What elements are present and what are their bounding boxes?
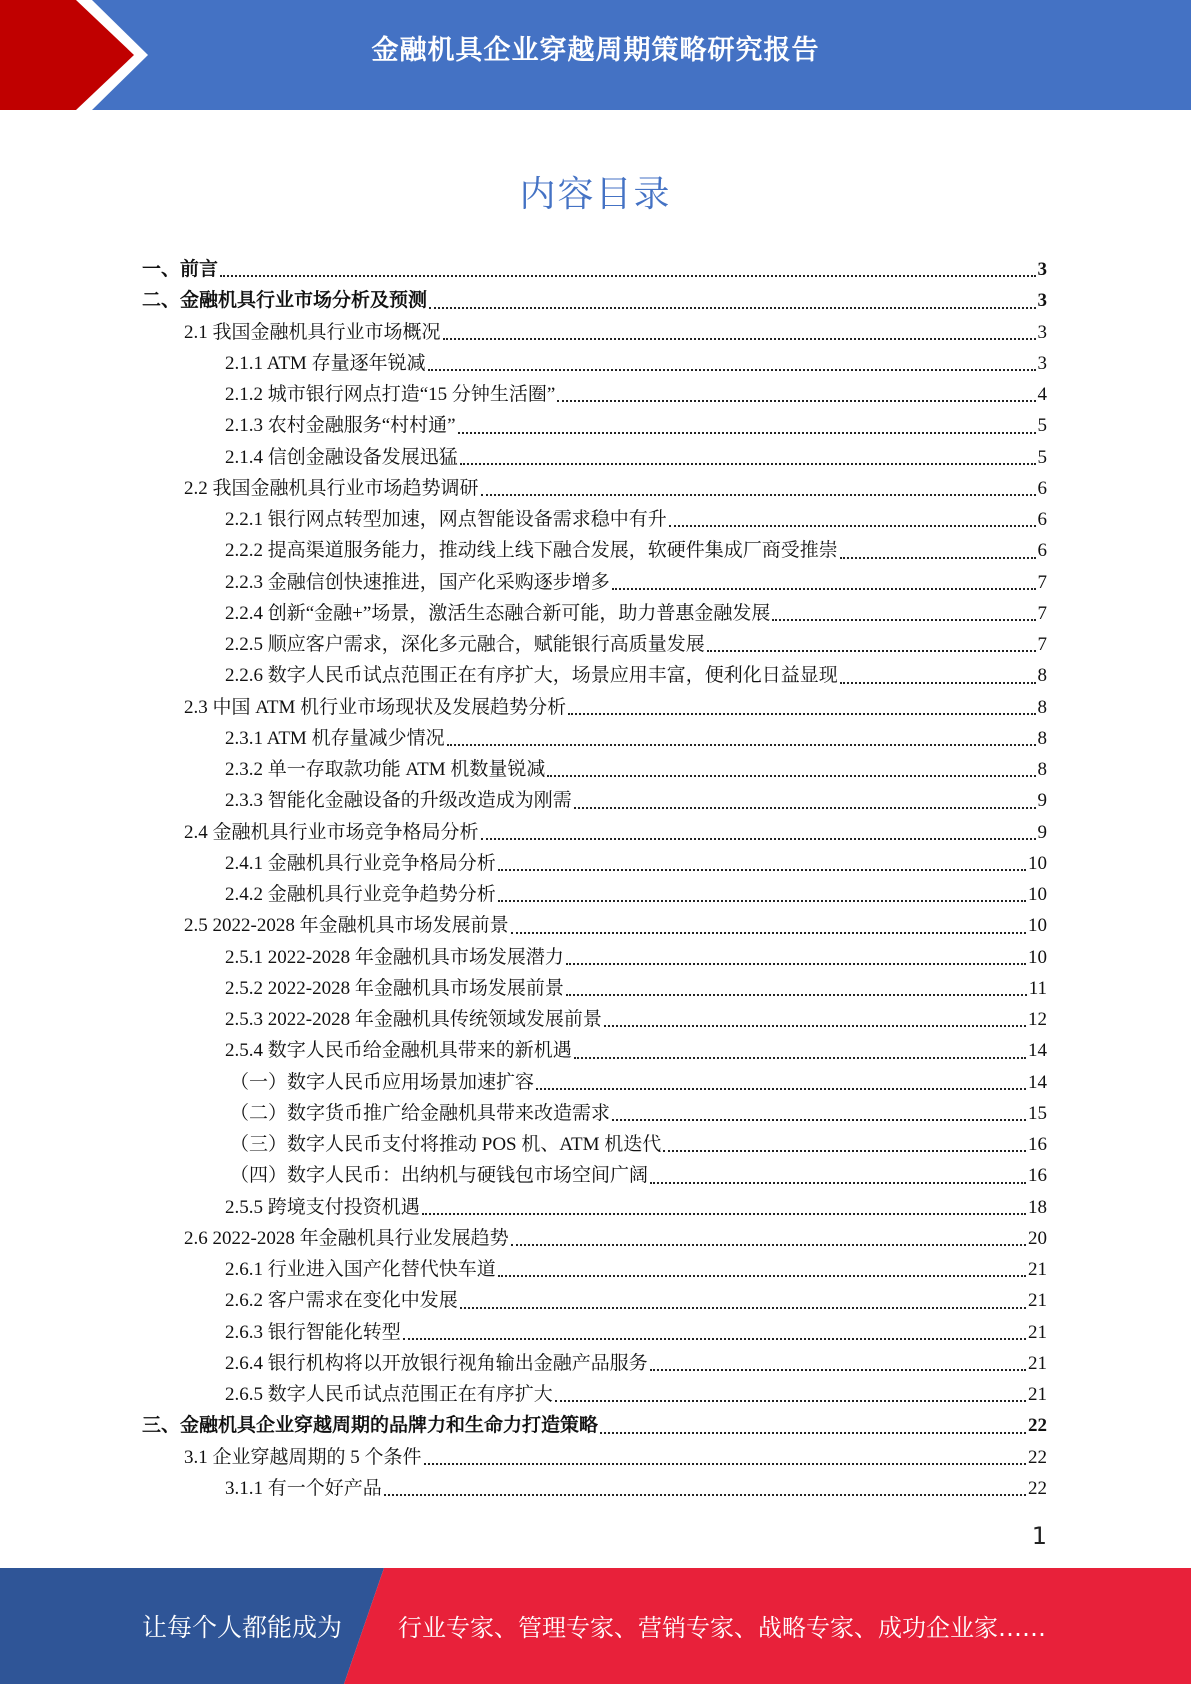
toc-dot-leader: [650, 1182, 1026, 1184]
toc-heading: 内容目录: [519, 174, 672, 215]
toc-entry-page: 20: [1028, 1227, 1047, 1249]
toc-dot-leader: [840, 682, 1036, 684]
toc-entry-page: 18: [1028, 1196, 1047, 1218]
toc-entry[interactable]: [142, 1223, 1047, 1254]
toc-dot-leader: [384, 1494, 1026, 1496]
toc-entry-title: 2.6.5 数字人民币试点范围正在有序扩大: [225, 1384, 553, 1405]
toc-dot-leader: [650, 1369, 1026, 1371]
toc-entry[interactable]: [142, 723, 1047, 754]
toc-entry-title: 2.3.1 ATM 机存量减少情况: [225, 727, 445, 749]
toc-entry-title: 2.1.3 农村金融服务“村村通”: [225, 415, 456, 437]
page-number: 1: [1031, 1522, 1047, 1550]
toc-entry[interactable]: [142, 254, 1047, 285]
toc-entry-title: 2.5 2022-2028 年金融机具市场发展前景: [184, 915, 509, 937]
toc-entry-page: 22: [1028, 1446, 1047, 1468]
toc-dot-leader: [511, 932, 1026, 934]
toc-entry-page: 6: [1037, 540, 1047, 562]
toc-entry[interactable]: [142, 1285, 1047, 1316]
toc-entry-page: 16: [1028, 1165, 1047, 1187]
toc-entry[interactable]: [142, 1004, 1047, 1035]
toc-dot-leader: [574, 807, 1036, 809]
toc-entry[interactable]: [142, 879, 1047, 910]
toc-entry-title: 2.6.3 银行智能化转型: [225, 1321, 401, 1343]
toc-dot-leader: [460, 1307, 1026, 1309]
toc-dot-leader: [557, 400, 1035, 402]
toc-dot-leader: [566, 994, 1027, 996]
toc-dot-leader: [424, 1463, 1026, 1465]
toc-entry-page: 8: [1037, 759, 1047, 780]
toc-entry-page: 7: [1037, 634, 1047, 655]
toc-dot-leader: [498, 869, 1026, 871]
toc-entry[interactable]: [142, 1442, 1047, 1473]
footer-slogan-right: 行业专家、管理专家、营销专家、战略专家、成功企业家……: [398, 1614, 1046, 1642]
toc-entry-title: 2.3.2 单一存取款功能 ATM 机数量锐减: [225, 759, 546, 780]
toc-entry-page: 14: [1028, 1040, 1047, 1062]
toc-dot-leader: [481, 838, 1036, 840]
toc-entry[interactable]: [142, 692, 1047, 723]
toc-dot-leader: [663, 1150, 1026, 1152]
toc-entry-page: 14: [1028, 1071, 1047, 1093]
toc-entry-page: 10: [1028, 884, 1047, 905]
toc-entry-page: 6: [1037, 477, 1047, 499]
toc-entry[interactable]: [142, 1192, 1047, 1223]
toc-dot-leader: [422, 1213, 1026, 1215]
toc-entry-title: 3.1.1 有一个好产品: [225, 1477, 382, 1499]
toc-entry[interactable]: [142, 473, 1047, 504]
toc-entry-title: 2.2 我国金融机具行业市场趋势调研: [184, 477, 479, 499]
toc-entry-page: 10: [1028, 852, 1047, 874]
toc-entry[interactable]: [142, 1410, 1047, 1441]
toc-entry-title: 2.3 中国 ATM 机行业市场现状及发展趋势分析: [184, 696, 567, 718]
toc-entry-title: 3.1 企业穿越周期的 5 个条件: [184, 1446, 422, 1468]
toc-entry-title: 2.2.1 银行网点转型加速，网点智能设备需求稳中有升: [225, 509, 667, 530]
toc-entry-title: （四）数字人民币：出纳机与硬钱包市场空间广阔: [230, 1165, 649, 1187]
toc-dot-leader: [498, 900, 1026, 902]
toc-dot-leader: [428, 369, 1036, 371]
toc-entry-page: 8: [1037, 665, 1047, 687]
toc-entry-title: 三、金融机具企业穿越周期的品牌力和生命力打造策略: [142, 1415, 599, 1437]
toc-entry[interactable]: [142, 598, 1047, 629]
toc-entry[interactable]: [142, 348, 1047, 379]
toc-entry-page: 9: [1037, 790, 1047, 812]
toc-entry-page: 3: [1037, 290, 1047, 312]
toc-entry-page: 21: [1028, 1352, 1047, 1374]
toc-dot-leader: [604, 1025, 1026, 1027]
toc-entry-title: 2.1 我国金融机具行业市场概况: [184, 321, 441, 343]
toc-entry-page: 7: [1037, 602, 1047, 624]
toc-entry[interactable]: [142, 285, 1047, 316]
toc-entry-page: 5: [1037, 415, 1047, 437]
toc-entry-page: 4: [1037, 384, 1047, 405]
toc-entry[interactable]: [142, 1254, 1047, 1285]
toc-dot-leader: [612, 1119, 1026, 1121]
toc-dot-leader: [568, 713, 1035, 715]
toc-entry-page: 5: [1037, 446, 1047, 468]
toc-dot-leader: [403, 1338, 1026, 1340]
toc-dot-leader: [669, 525, 1036, 527]
toc-entry-title: 2.6.2 客户需求在变化中发展: [225, 1290, 458, 1312]
toc-entry[interactable]: [142, 942, 1047, 973]
toc-entry-title: 2.4.1 金融机具行业竞争格局分析: [225, 852, 496, 874]
toc-entry-page: 22: [1028, 1415, 1047, 1437]
toc-entry[interactable]: [142, 660, 1047, 691]
toc-entry-title: （一）数字人民币应用场景加速扩容: [230, 1071, 535, 1093]
toc-entry-title: 2.6.1 行业进入国产化替代快车道: [225, 1259, 496, 1280]
toc-entry[interactable]: [142, 1035, 1047, 1066]
toc-entry-title: 2.2.3 金融信创快速推进，国产化采购逐步增多: [225, 571, 610, 593]
toc-entry[interactable]: [142, 1160, 1047, 1191]
toc-dot-leader: [460, 463, 1036, 465]
toc-entry[interactable]: [142, 817, 1047, 848]
toc-entry-title: 2.1.1 ATM 存量逐年锐减: [225, 352, 426, 374]
toc-entry[interactable]: [142, 1317, 1047, 1348]
toc-dot-leader: [429, 307, 1035, 309]
toc-dot-leader: [447, 744, 1036, 746]
toc-entry[interactable]: [142, 379, 1047, 410]
footer-slogan-left: 让每个人都能成为: [142, 1613, 343, 1642]
toc-entry[interactable]: [142, 317, 1047, 348]
page-footer-band: [0, 1568, 1191, 1684]
toc-entry-page: 16: [1028, 1134, 1047, 1155]
toc-entry-page: 21: [1028, 1290, 1047, 1312]
toc-entry[interactable]: [142, 1067, 1047, 1098]
toc-entry-title: 2.5.2 2022-2028 年金融机具市场发展前景: [225, 977, 564, 999]
toc-entry-page: 9: [1037, 821, 1047, 843]
toc-entry-title: 2.1.2 城市银行网点打造“15 分钟生活圈”: [225, 384, 556, 405]
toc-dot-leader: [443, 338, 1036, 340]
toc-entry-page: 6: [1037, 509, 1047, 530]
toc-entry[interactable]: [142, 848, 1047, 879]
toc-entry[interactable]: [142, 535, 1047, 566]
toc-entry-title: 2.4 金融机具行业市场竞争格局分析: [184, 821, 479, 843]
toc-entry-title: 2.3.3 智能化金融设备的升级改造成为刚需: [225, 790, 572, 812]
toc-entry-title: 2.1.4 信创金融设备发展迅猛: [225, 446, 458, 468]
toc-entry-page: 3: [1037, 259, 1047, 280]
toc-entry-page: 8: [1037, 696, 1047, 718]
toc-dot-leader: [600, 1432, 1026, 1434]
toc-dot-leader: [555, 1400, 1026, 1402]
toc-entry[interactable]: [142, 1348, 1047, 1379]
toc-entry-title: 2.5.5 跨境支付投资机遇: [225, 1196, 420, 1218]
toc-dot-leader: [547, 775, 1035, 777]
toc-entry[interactable]: [142, 754, 1047, 785]
table-of-contents: [142, 254, 1047, 1504]
toc-entry-title: 2.6 2022-2028 年金融机具行业发展趋势: [184, 1227, 509, 1249]
toc-entry-title: 2.2.6 数字人民币试点范围正在有序扩大，场景应用丰富，便利化日益显现: [225, 665, 838, 687]
toc-entry-page: 21: [1028, 1321, 1047, 1343]
toc-entry-page: 22: [1028, 1477, 1047, 1499]
toc-entry-page: 21: [1028, 1259, 1047, 1280]
toc-entry-page: 10: [1028, 915, 1047, 937]
toc-dot-leader: [481, 494, 1036, 496]
toc-entry-page: 8: [1037, 727, 1047, 749]
toc-entry-title: 2.5.3 2022-2028 年金融机具传统领域发展前景: [225, 1009, 602, 1030]
toc-entry-page: 3: [1037, 321, 1047, 343]
toc-entry[interactable]: [142, 785, 1047, 816]
toc-entry-title: （二）数字货币推广给金融机具带来改造需求: [230, 1102, 611, 1124]
toc-dot-leader: [772, 619, 1035, 621]
toc-entry-page: 3: [1037, 352, 1047, 374]
toc-dot-leader: [707, 650, 1036, 652]
toc-entry[interactable]: [142, 973, 1047, 1004]
toc-entry[interactable]: [142, 910, 1047, 941]
toc-dot-leader: [220, 275, 1035, 277]
toc-entry[interactable]: [142, 1129, 1047, 1160]
toc-entry[interactable]: [142, 1379, 1047, 1410]
toc-dot-leader: [458, 432, 1036, 434]
toc-entry-page: 10: [1028, 946, 1047, 968]
toc-entry[interactable]: [142, 1098, 1047, 1129]
toc-dot-leader: [536, 1088, 1026, 1090]
toc-entry-page: 11: [1028, 977, 1047, 999]
toc-entry[interactable]: [142, 504, 1047, 535]
toc-dot-leader: [511, 1244, 1026, 1246]
toc-entry-title: 二、金融机具行业市场分析及预测: [142, 290, 428, 312]
toc-entry[interactable]: [142, 629, 1047, 660]
toc-entry-title: 2.5.4 数字人民币给金融机具带来的新机遇: [225, 1040, 572, 1062]
toc-entry[interactable]: [142, 1473, 1047, 1504]
toc-entry-title: 2.2.5 顺应客户需求，深化多元融合，赋能银行高质量发展: [225, 634, 705, 655]
report-title: 金融机具企业穿越周期策略研究报告: [371, 35, 820, 66]
toc-entry-title: 一、前言: [142, 259, 219, 280]
toc-dot-leader: [574, 1057, 1026, 1059]
toc-entry-title: 2.4.2 金融机具行业竞争趋势分析: [225, 884, 496, 905]
toc-entry-page: 21: [1028, 1384, 1047, 1405]
toc-entry[interactable]: [142, 567, 1047, 598]
toc-entry-title: 2.5.1 2022-2028 年金融机具市场发展潜力: [225, 946, 564, 968]
toc-dot-leader: [840, 557, 1036, 559]
toc-dot-leader: [566, 963, 1026, 965]
toc-entry-title: （三）数字人民币支付将推动 POS 机、ATM 机迭代: [230, 1134, 662, 1155]
toc-entry-page: 12: [1028, 1009, 1047, 1030]
toc-entry-page: 7: [1037, 571, 1047, 593]
toc-entry-title: 2.2.2 提高渠道服务能力，推动线上线下融合发展，软硬件集成厂商受推崇: [225, 540, 838, 562]
toc-entry[interactable]: [142, 410, 1047, 441]
toc-entry-title: 2.6.4 银行机构将以开放银行视角输出金融产品服务: [225, 1352, 648, 1374]
toc-entry-title: 2.2.4 创新“金融+”场景，激活生态融合新可能，助力普惠金融发展: [225, 602, 771, 624]
page-header-band: [0, 0, 1191, 110]
toc-entry-page: 15: [1028, 1102, 1047, 1124]
toc-dot-leader: [498, 1275, 1026, 1277]
toc-entry[interactable]: [142, 442, 1047, 473]
toc-dot-leader: [612, 588, 1036, 590]
